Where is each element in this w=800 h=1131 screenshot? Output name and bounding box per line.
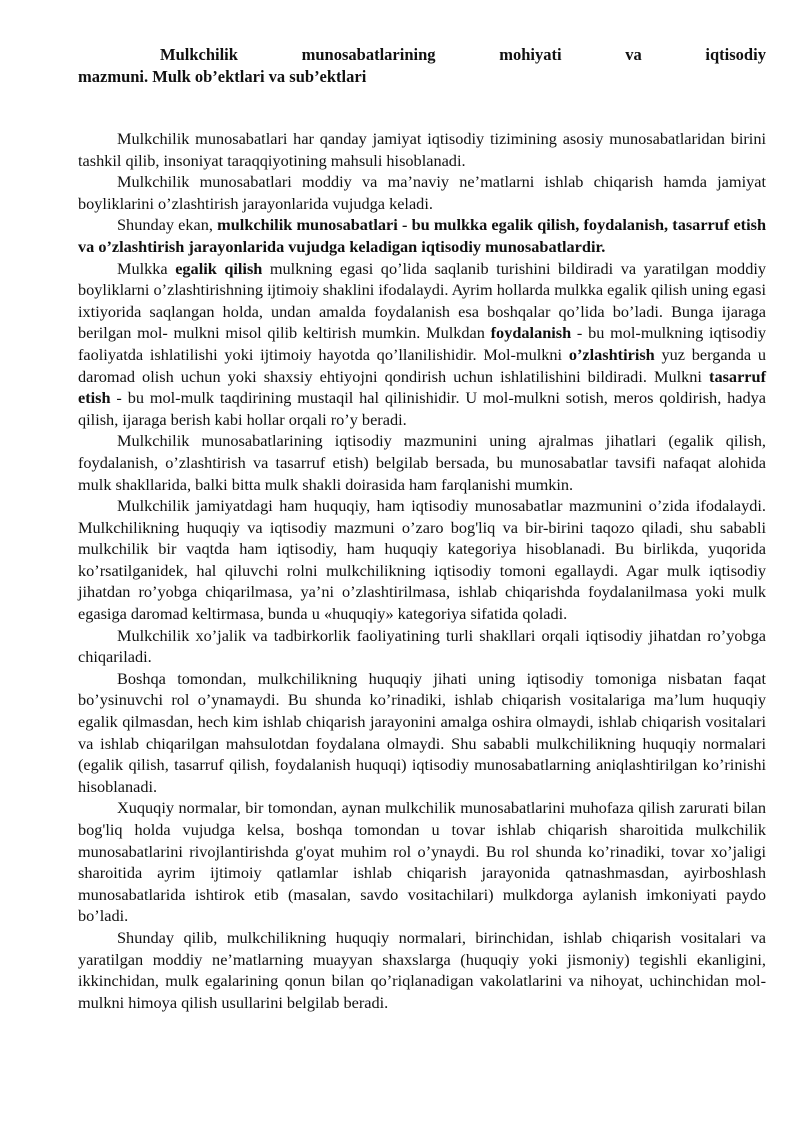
title-word: Mulkchilik: [160, 45, 238, 64]
text-run: Mulkchilik xo’jalik va tadbirkorlik faoliyatining turli shakllari orqali iqtisodiy jihatdan ro’yobga chiqariladi.: [78, 625, 766, 667]
paragraph: [78, 258, 766, 431]
paragraph: [78, 171, 766, 214]
text-run: - bu mol-mulk taqdirining mustaqil hal qilinishidir. U mol-mulkni sotish, meros qoldirish, hadya qilish, ijaraga berish kabi hollar orqali ro’y beradi.: [78, 388, 766, 429]
bold-term: o’zlashtirish: [568, 344, 655, 364]
paragraph: [78, 668, 766, 798]
text-run: Mulkchilik munosabatlari moddiy va ma’naviy ne’matlarni ishlab chiqarish hamda jamiyat boyliklarini o’zlashtirish jarayonlarida vujudga keladi.: [78, 172, 766, 213]
bold-term: mulkchilik munosabatlari - bu mulkka egalik qilish, foydalanish, tasarruf etish va o’zlashtirish jarayonlarida vujudga keladigan iqtisodiy munosabatlardir.: [78, 215, 767, 256]
document-title-line1: [78, 44, 766, 66]
text-run: Shunday qilib, mulkchilikning huquqiy normalari, birinchidan, ishlab chiqarish vositalari va yaratilgan moddiy ne’matlarning muayyan shaxslarga (huquqiy yoki jismoniy) tegishli ekanligini, ikkinchidan, mulk egalarining qonun bilan qo’riqlanadigan vakolatlarini va nihoyat, uchinchidan mol-mulkni himoya qilish usullarini belgilab beradi.: [78, 927, 766, 1012]
text-run: Xuquqiy normalar, bir tomondan, aynan mulkchilik munosabatlarini muhofaza qilish zarurati bilan bog'liq holda vujudga kelsa, boshqa tomondan u tovar ishlab chiqarish sharoitida mulkchilik munosabatlarini rivojlantirishda g'oyat muhim rol o’ynaydi. Bu rol shunda ko’rinadiki, tovar xo’jaligi sharoitida ayrim ijtimoiy qatlamlar ishlab chiqarish jarayonida qatnashmasdan, ayirboshlash munosabatlarida ishtirok etib (masalan, savdo vositachilari) mulkdorga aylanish imkoniyati paydo bo’ladi.: [78, 798, 766, 926]
bold-term: tasarruf etish: [78, 366, 766, 408]
text-run: Mulkchilik munosabatlari har qanday jamiyat iqtisodiy tizimining asosiy munosabatlaridan birini tashkil qilib, insoniyat taraqqiyotining mahsuli hisoblanadi.: [78, 129, 766, 170]
paragraph: [78, 927, 766, 1013]
title-word: va: [625, 45, 642, 64]
paragraph: [78, 128, 766, 171]
bold-term: foydalanish: [490, 323, 572, 343]
text-run: - bu mol-mulkning iqtisodiy faoliyatda ishlatilishi yoki ijtimoiy hayotda qo’llanilishidir. Mol-mulkni: [78, 323, 766, 364]
title-word: iqtisodiy: [705, 45, 766, 64]
bold-term: egalik qilish: [175, 258, 263, 278]
spacer: [78, 88, 766, 128]
text-run: Boshqa tomondan, mulkchilikning huquqiy jihati uning iqtisodiy tomoniga nisbatan faqat bo’ysinuvchi rol o’ynamaydi. Bu shunda ko’rinadiki, ishlab chiqarish vositalariga ma’lum huquqiy egalik qilmasdan, hech kim ishlab chiqarish jarayonini amalga oshira olmaydi, ishlab chiqarish vositalari va ishlab chiqarilgan mahsulotdan foydalana olmaydi. Shu sababli mulkchilikning huquqiy normalari (egalik qilish, tasarruf qilish, foydalanish huquqi) iqtisodiy munosabatlarning aniqlashtirilgan ko’rinishi hisoblanadi.: [78, 668, 766, 796]
text-run: Mulkka: [117, 258, 176, 278]
paragraph: [78, 214, 766, 257]
text-run: yuz berganda u daromad olish uchun yoki shaxsiy ehtiyojni qondirish uchun ishlatilishini bildiradi. Mulkni: [78, 344, 766, 386]
text-run: mulkning egasi qo’lida saqlanib turishini bildiradi va yaratilgan moddiy boyliklarni o’zlashtirishning ijtimoiy shaklini ifodalaydi. Ayrim hollarda mulkka egalik qilish uning egasi ixtiyorida saqlangan holda, undan amalda foydalanish esa boshqalar qo’lida bo’ladi. Bunga ijaraga berilgan mol- mulkni misol qilib keltirish mumkin. Mulkdan: [78, 258, 766, 343]
paragraph: [78, 797, 766, 927]
paragraph: [78, 495, 766, 625]
title-word: munosabatlarining: [301, 45, 436, 64]
document-page: [78, 44, 766, 1013]
document-body: [78, 128, 766, 1013]
paragraph: [78, 625, 766, 668]
document-title-line2: mazmuni. Mulk ob’ektlari va sub’ektlari: [78, 67, 367, 86]
text-run: Shunday ekan,: [117, 215, 218, 235]
paragraph: [78, 430, 766, 495]
text-run: Mulkchilik jamiyatdagi ham huquqiy, ham iqtisodiy munosabatlar mazmunini o’zida ifodalaydi. Mulkchilikning huquqiy va iqtisodiy mazmuni o’zaro bog'liq va bir-birini taqozo qiladi, shu sababli mulkchilik bir vaqtda ham iqtisodiy, ham huquqiy kategoriya hisoblanadi. Bu birlikda, yuqorida ko’rsatilganidek, hal qiluvchi rolni mulkchilikning iqtisodiy tomoni egallaydi. Agar mulk iqtisodiy jihatdan ro’yobga chiqarilmasa, ya’ni o’zlashtirilmasa, ishlab chiqarishda foydalanilmasa yoki mulk egasiga daromad keltirmasa, bunda u «huquqiy» kategoriya sifatida qoladi.: [78, 496, 766, 624]
text-run: Mulkchilik munosabatlarining iqtisodiy mazmunini uning ajralmas jihatlari (egalik qilish, foydalanish, o’zlashtirish va tasarruf etish) belgilab bersada, bu munosabatlar tavsifi nafaqat alohida mulk shakllarida, balki bitta mulk shakli doirasida ham farqlanishi mumkin.: [78, 431, 766, 494]
title-word: mohiyati: [499, 45, 562, 64]
